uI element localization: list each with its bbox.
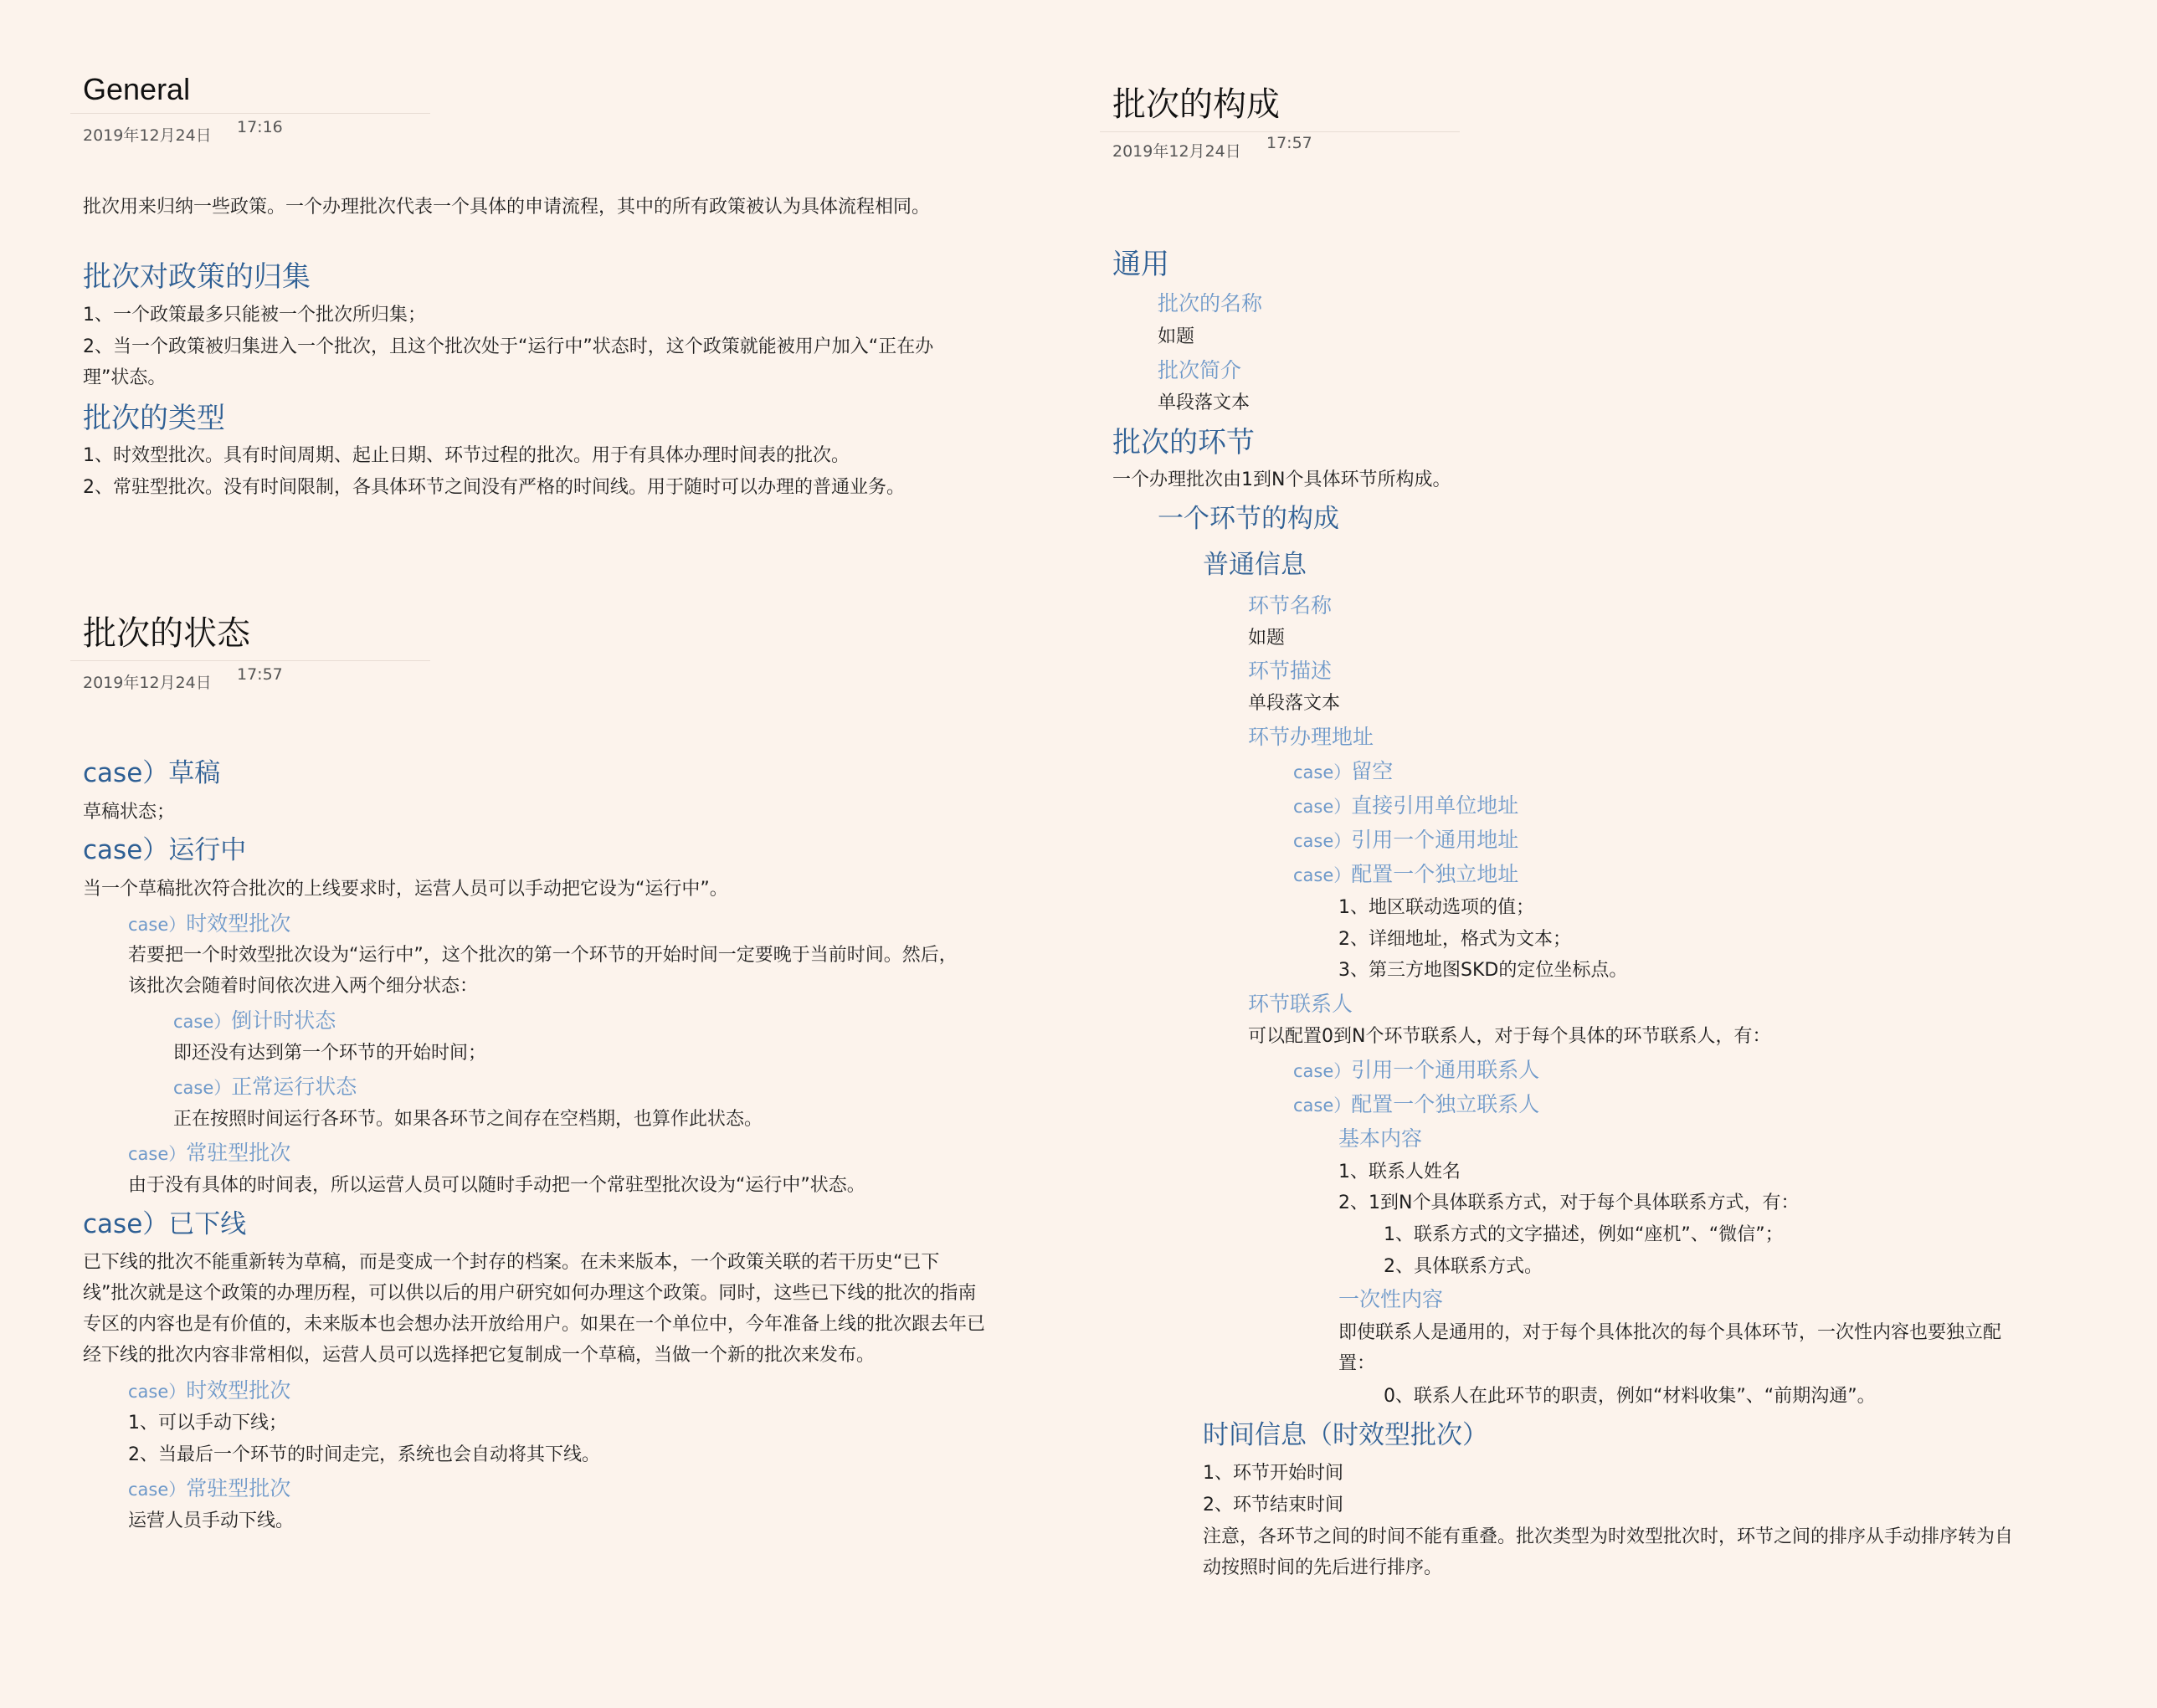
case-heading: [1293, 1054, 1539, 1087]
page-timestamp: [83, 118, 334, 148]
page-title: General: [83, 72, 191, 106]
case-text: 运营人员手动下线。: [128, 1511, 295, 1531]
page-timestamp: [1112, 134, 1364, 164]
field-heading: 一次性内容: [1338, 1287, 1444, 1311]
case-title: 引用一个通用地址: [1351, 828, 1519, 852]
field-heading: 基本内容: [1338, 1126, 1423, 1151]
case-heading-draft: [83, 756, 220, 791]
section-line: 2、当一个政策被归集进入一个批次，且这个批次处于“运行中”状态时，这个政策就能被用户加入“正在办理”状态。: [83, 336, 934, 388]
section-heading: 批次的环节: [1112, 426, 1255, 459]
field-text: 如题: [1158, 326, 1195, 347]
list-item: 3、第三方地图SKD的定位坐标点。: [1338, 960, 1628, 981]
page-time: 17:16: [237, 118, 283, 136]
page-title: 批次的状态: [83, 614, 250, 653]
case-title: 倒计时状态: [231, 1008, 336, 1033]
title-divider: [1100, 131, 1460, 132]
case-title: 草稿: [168, 758, 221, 788]
field-heading: 批次简介: [1158, 358, 1242, 382]
case-title: 已下线: [168, 1209, 247, 1239]
field-text: 即使联系人是通用的，对于每个具体批次的每个具体环节，一次性内容也要独立配置：: [1338, 1322, 2002, 1374]
page-date: 2019年12月24日: [1112, 142, 1241, 161]
case-text: 由于没有具体的时间表，所以运营人员可以随时手动把一个常驻型批次设为“运行中”状态。: [128, 1175, 865, 1196]
section-line: 1、时效型批次。具有时间周期、起止日期、环节过程的批次。用于有具体办理时间表的批次。: [83, 445, 850, 466]
field-text: 单段落文本: [1158, 392, 1251, 413]
field-heading: 环节描述: [1248, 659, 1333, 683]
case-line: 2、当最后一个环节的时间走完，系统也会自动将其下线。: [128, 1444, 600, 1465]
case-title: 配置一个独立联系人: [1351, 1092, 1540, 1116]
page-date: 2019年12月24日: [83, 674, 212, 692]
subcase-heading-resident: [128, 1473, 290, 1505]
section-heading: 批次对政策的归集: [83, 260, 311, 294]
title-divider: [70, 113, 430, 114]
page-date: 2019年12月24日: [83, 126, 212, 145]
case-title: 配置一个独立地址: [1351, 862, 1519, 886]
field-heading: 批次的名称: [1158, 291, 1263, 315]
list-item: 1、联系人姓名: [1338, 1162, 1461, 1182]
list-item: 1、环节开始时间: [1203, 1463, 1343, 1484]
field-text: 如题: [1248, 628, 1286, 649]
case-prefix: case）: [1293, 865, 1352, 885]
section-line: 1、一个政策最多只能被一个批次所归集；: [83, 305, 426, 326]
case-title: 时效型批次: [186, 1378, 291, 1403]
case-title: 常驻型批次: [186, 1476, 291, 1500]
field-heading: 环节联系人: [1248, 992, 1353, 1016]
case-prefix: case）: [173, 1012, 232, 1032]
list-item: 2、环节结束时间: [1203, 1495, 1343, 1516]
page-time: 17:57: [237, 665, 283, 684]
case-prefix: case）: [83, 835, 169, 865]
case-prefix: case）: [128, 915, 187, 935]
case-title: 时效型批次: [186, 911, 291, 936]
page-time: 17:57: [1266, 134, 1312, 152]
page-batch-composition: [1030, 0, 2157, 1708]
case-title: 引用一个通用联系人: [1351, 1058, 1540, 1082]
case-prefix: case）: [173, 1078, 232, 1098]
page-batch-status: [0, 569, 1046, 1573]
case-text: 已下线的批次不能重新转为草稿，而是变成一个封存的档案。在未来版本，一个政策关联的若干历史“已下线”批次就是这个政策的办理历程，可以供以后的用户研究如何办理这个政策。同时，这些已下线的批次的指南专区的内容也是有价值的，未来版本也会想办法开放给用户。如果在一个单位中，今年准备上线的批次跟去年已经下线的批次内容非常相似，运营人员可以选择把它复制成一个草稿，当做一个新的批次来发布。: [83, 1252, 986, 1366]
list-item: 0、联系人在此环节的职责，例如“材料收集”、“前期沟通”。: [1384, 1386, 1876, 1407]
case-line: 1、可以手动下线；: [128, 1413, 287, 1434]
case-title: 直接引用单位地址: [1351, 793, 1519, 818]
field-text: 注意，各环节之间的时间不能有重叠。批次类型为时效型批次时，环节之间的排序从手动排序转为自动按照时间的先后进行排序。: [1203, 1526, 2014, 1578]
case-heading: [1293, 790, 1518, 823]
page-general: [0, 0, 1046, 536]
subsection-heading: 时间信息（时效型批次）: [1203, 1420, 1488, 1450]
title-divider: [70, 660, 430, 661]
subcase-heading-resident: [128, 1137, 290, 1170]
field-heading: 环节名称: [1248, 593, 1333, 618]
list-item: 1、联系方式的文字描述，例如“座机”、“微信”；: [1384, 1224, 1784, 1245]
case-text: 正在按照时间运行各环节。如果各环节之间存在空档期，也算作此状态。: [173, 1109, 763, 1130]
subcase-heading-countdown: [173, 1005, 336, 1038]
case-title: 留空: [1351, 759, 1394, 783]
section-heading: 批次的类型: [83, 402, 225, 435]
case-prefix: case）: [1293, 762, 1352, 782]
case-heading: [1293, 859, 1518, 891]
case-prefix: case）: [128, 1382, 187, 1402]
list-item: 2、详细地址，格式为文本；: [1338, 929, 1571, 950]
subsection-heading: 普通信息: [1203, 550, 1307, 580]
subcase-heading-normal: [173, 1071, 357, 1104]
intro-text: 批次用来归纳一些政策。一个办理批次代表一个具体的申请流程，其中的所有政策被认为具体流程相同。: [83, 197, 931, 218]
section-text: 一个办理批次由1到N个具体环节所构成。: [1112, 469, 1451, 490]
case-title: 常驻型批次: [186, 1141, 291, 1165]
page-title: 批次的构成: [1112, 85, 1280, 124]
case-title: 正常运行状态: [231, 1075, 357, 1099]
case-prefix: case）: [1293, 1095, 1352, 1116]
subcase-heading-timed: [128, 1375, 290, 1408]
case-prefix: case）: [1293, 831, 1352, 851]
case-prefix: case）: [1293, 797, 1352, 817]
list-item: 2、具体联系方式。: [1384, 1256, 1543, 1277]
case-heading: [1293, 756, 1393, 788]
case-prefix: case）: [83, 1209, 169, 1239]
case-text: 草稿状态；: [83, 802, 176, 823]
section-heading: 通用: [1112, 248, 1169, 281]
case-prefix: case）: [128, 1480, 187, 1500]
subcase-heading-timed: [128, 908, 290, 941]
case-prefix: case）: [83, 758, 169, 788]
case-text: 即还没有达到第一个环节的开始时间；: [173, 1043, 487, 1064]
subsection-heading: 一个环节的构成: [1158, 504, 1339, 534]
case-prefix: case）: [1293, 1061, 1352, 1081]
list-item: 1、地区联动选项的值；: [1338, 897, 1534, 918]
page-timestamp: [83, 665, 334, 695]
field-text: 单段落文本: [1248, 693, 1341, 714]
case-text: 当一个草稿批次符合批次的上线要求时，运营人员可以手动把它设为“运行中”。: [83, 879, 728, 900]
field-text: 可以配置0到N个环节联系人，对于每个具体的环节联系人，有：: [1248, 1026, 1771, 1047]
list-item: 2、1到N个具体联系方式，对于每个具体联系方式，有：: [1338, 1193, 1800, 1213]
case-text: 若要把一个时效型批次设为“运行中”，这个批次的第一个环节的开始时间一定要晚于当前时间。然后，该批次会随着时间依次进入两个细分状态：: [128, 945, 958, 997]
field-heading: 环节办理地址: [1248, 725, 1374, 749]
case-title: 运行中: [168, 835, 247, 865]
case-heading-offline: [83, 1207, 246, 1242]
case-prefix: case）: [128, 1144, 187, 1164]
section-line: 2、常驻型批次。没有时间限制，各具体环节之间没有严格的时间线。用于随时可以办理的普通业务。: [83, 477, 906, 498]
case-heading: [1293, 1089, 1539, 1121]
case-heading-running: [83, 833, 246, 868]
case-heading: [1293, 824, 1518, 857]
